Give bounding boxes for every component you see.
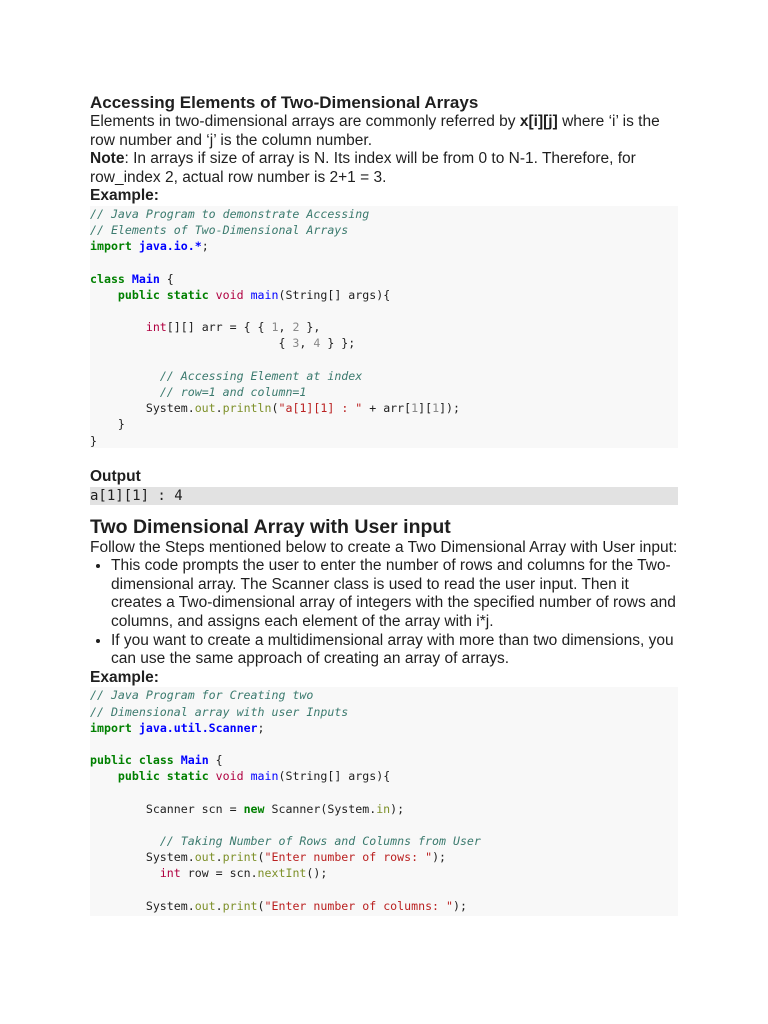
code-line — [90, 255, 678, 271]
code-line: { 3, 4 } }; — [90, 336, 356, 351]
code-line: class Main { — [90, 271, 174, 286]
code-line: // Elements of Two-Dimensional Arrays — [90, 223, 349, 238]
code-line: } — [90, 433, 97, 448]
code-line: int row = scn.nextInt(); — [159, 866, 328, 881]
code-line: // Java Program for Creating two — [90, 688, 314, 703]
intro-bold: x[i][j] — [519, 113, 558, 130]
section-title-user-input: Two Dimensional Array with User input — [90, 515, 451, 538]
code-line: public class Main { — [90, 753, 223, 768]
code-line: // Dimensional array with user Inputs — [90, 704, 349, 719]
output-label: Output — [90, 467, 141, 485]
code-line: // Taking Number of Rows and Columns from User — [159, 834, 481, 848]
example-label-2: Example: — [90, 668, 159, 686]
steps-intro: Follow the Steps mentioned below to create a Two Dimensional Array with User input: — [90, 538, 678, 556]
code-line — [90, 784, 678, 800]
code-line: System.out.print("Enter number of rows: "); — [90, 850, 447, 865]
code-line: int[][] arr = { { 1, 2 }, — [145, 320, 321, 335]
output-block: a[1][1] : 4 — [90, 487, 678, 505]
code-line: import java.util.Scanner; — [90, 720, 265, 735]
code-line — [90, 882, 678, 898]
intro-text-b: where ‘i’ is the row number and ‘j’ is the column number. — [90, 113, 660, 149]
code-line: } — [90, 417, 125, 432]
code-line: import java.io.*; — [90, 239, 209, 254]
list-item: • If you want to create a multidimensional array with more than two dimensions, you can use the same approach of creating an array of arrays. — [111, 632, 678, 669]
code-line: System.out.println("a[1][1] : " + arr[1][1]); — [90, 401, 461, 416]
code-line: // Java Program to demonstrate Accessing — [90, 206, 370, 221]
code-line: System.out.print("Enter number of columns: "); — [90, 898, 467, 913]
code-block-accessing — [90, 206, 678, 448]
code-line — [90, 352, 678, 368]
code-line — [90, 303, 678, 319]
steps-list — [90, 557, 678, 669]
section-title-accessing: Accessing Elements of Two-Dimensional Arrays — [90, 93, 479, 112]
intro-text-a: Elements in two-dimensional arrays are commonly referred by — [90, 113, 520, 130]
code-line: public static void main(String[] args){ — [117, 287, 391, 302]
code-line: Scanner scn = new Scanner(System.in); — [90, 801, 405, 816]
code-line: // Accessing Element at index — [159, 368, 363, 383]
code-line — [90, 817, 678, 833]
example-label: Example: — [90, 187, 159, 205]
note-text: : In arrays if size of array is N. Its index will be from 0 to N-1. Therefore, for row_index 2, actual row number is 2+1 = 3. — [90, 150, 636, 186]
note-label: Note — [90, 150, 125, 168]
article — [90, 93, 678, 916]
code-line: public static void main(String[] args){ — [117, 769, 391, 784]
list-item: • This code prompts the user to enter the number of rows and columns for the Two-dimensional array. The Scanner class is used to read the user input. Then it creates a Two-dimensional array of integers with the specified number of rows and columns, and assigns each element of the array with i*j. — [111, 557, 678, 631]
code-block-user-input — [90, 687, 678, 916]
code-line — [90, 736, 678, 752]
code-line: // row=1 and column=1 — [159, 385, 307, 400]
note-paragraph — [90, 150, 678, 187]
intro-paragraph — [90, 113, 678, 150]
